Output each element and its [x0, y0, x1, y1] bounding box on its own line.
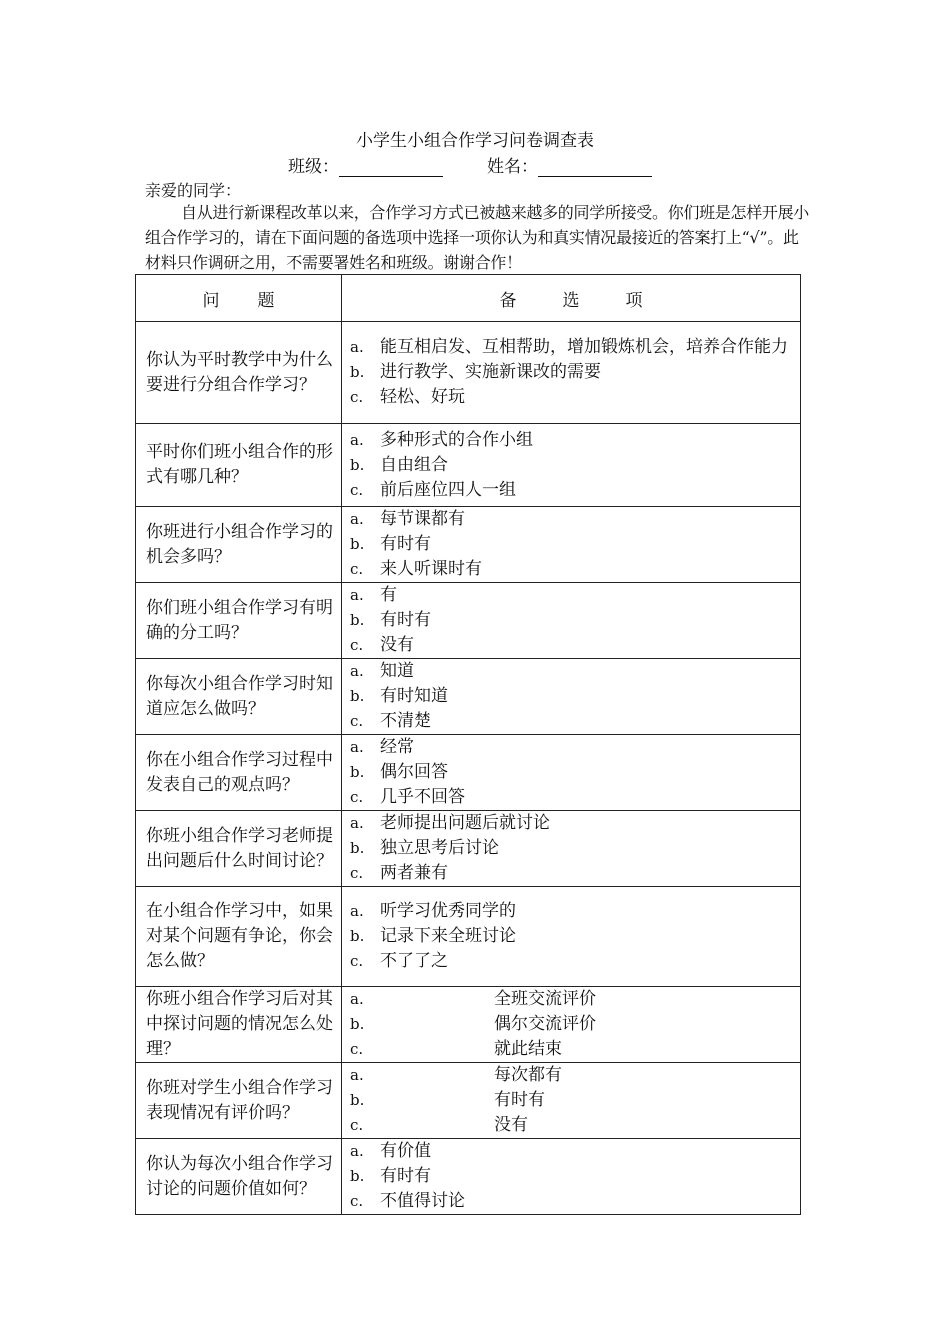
options-cell [342, 811, 801, 887]
question-cell: 你在小组合作学习过程中发表自己的观点吗？ [136, 735, 342, 811]
option-text: 就此结束 [494, 1039, 562, 1059]
option-text: 没有 [380, 635, 414, 655]
option-text: 知道 [380, 661, 414, 681]
answer-option[interactable] [350, 1139, 800, 1164]
answer-option[interactable] [350, 899, 800, 924]
option-letter: b. [350, 1091, 365, 1109]
question-cell: 你班小组合作学习后对其中探讨问题的情况怎么处理？ [136, 987, 342, 1063]
option-text: 前后座位四人一组 [380, 479, 516, 500]
answer-option[interactable] [350, 428, 800, 453]
option-letter: c. [350, 1192, 364, 1210]
option-text: 能互相启发、互相帮助，增加锻炼机会，培养合作能力 [380, 337, 788, 357]
option-letter: a. [350, 1066, 364, 1084]
question-cell: 你班对学生小组合作学习表现情况有评价吗？ [136, 1063, 342, 1139]
table-row [136, 322, 801, 424]
option-text: 偶尔回答 [380, 762, 448, 782]
option-text: 多种形式的合作小组 [380, 429, 533, 450]
table-row [136, 424, 801, 507]
answer-option[interactable] [350, 785, 800, 810]
question-cell: 在小组合作学习中，如果对某个问题有争论，你会怎么做？ [136, 887, 342, 987]
table-row [136, 735, 801, 811]
answer-option[interactable] [350, 735, 800, 760]
answer-option[interactable] [350, 557, 800, 582]
option-letter: c. [350, 388, 364, 406]
option-text: 经常 [380, 737, 414, 757]
options-cell [342, 507, 801, 583]
answer-option[interactable] [350, 1164, 800, 1189]
table-row [136, 659, 801, 735]
answer-option[interactable] [350, 760, 800, 785]
answer-option[interactable] [350, 811, 800, 836]
option-text: 不了了之 [380, 951, 448, 971]
option-letter: b. [350, 763, 365, 781]
name-blank-field[interactable] [538, 159, 652, 177]
answer-option[interactable] [350, 335, 800, 360]
option-text: 记录下来全班讨论 [380, 926, 516, 946]
option-letter: b. [350, 687, 365, 705]
option-text: 有 [380, 585, 397, 605]
table-row [136, 987, 801, 1063]
options-cell [342, 322, 801, 424]
answer-option[interactable] [350, 507, 800, 532]
options-cell [342, 987, 801, 1063]
option-letter: a. [350, 902, 364, 920]
option-letter: b. [350, 363, 365, 381]
option-letter: a. [350, 430, 364, 449]
answer-option[interactable] [350, 949, 800, 974]
question-cell: 你们班小组合作学习有明确的分工吗？ [136, 583, 342, 659]
option-letter: a. [350, 510, 364, 528]
table-row [136, 1139, 801, 1215]
answer-option[interactable] [350, 1063, 800, 1088]
option-text: 进行教学、实施新课改的需要 [380, 362, 601, 382]
question-cell: 你班进行小组合作学习的机会多吗？ [136, 507, 342, 583]
class-label: 班级： [288, 157, 339, 177]
answer-option[interactable] [350, 1189, 800, 1214]
option-letter: a. [350, 814, 364, 832]
option-text: 不值得讨论 [380, 1191, 465, 1211]
document-title: 小学生小组合作学习问卷调查表 [356, 131, 594, 151]
header-options: 备选项 [342, 275, 801, 322]
option-text: 全班交流评价 [494, 989, 596, 1009]
answer-option[interactable] [350, 924, 800, 949]
option-text: 有时有 [494, 1090, 545, 1110]
option-letter: a. [350, 738, 364, 756]
options-cell [342, 583, 801, 659]
answer-option[interactable] [350, 453, 800, 478]
table-row [136, 887, 801, 987]
option-letter: b. [350, 1167, 365, 1185]
answer-option[interactable] [350, 861, 800, 886]
answer-option[interactable] [350, 1012, 800, 1037]
header-question: 问题 [136, 275, 342, 322]
answer-option[interactable] [350, 385, 800, 410]
option-text: 有价值 [380, 1141, 431, 1161]
answer-option[interactable] [350, 987, 800, 1012]
option-text: 两者兼有 [380, 863, 448, 883]
table-row [136, 507, 801, 583]
class-blank-field[interactable] [339, 159, 443, 177]
option-letter: c. [350, 480, 364, 499]
table-row [136, 583, 801, 659]
answer-option[interactable] [350, 684, 800, 709]
answer-option[interactable] [350, 659, 800, 684]
option-letter: b. [350, 927, 365, 945]
option-text: 听学习优秀同学的 [380, 901, 516, 921]
option-letter: b. [350, 839, 365, 857]
option-letter: c. [350, 560, 364, 578]
option-letter: c. [350, 1040, 364, 1058]
answer-option[interactable] [350, 1088, 800, 1113]
option-text: 有时知道 [380, 686, 448, 706]
option-letter: c. [350, 636, 364, 654]
options-cell [342, 424, 801, 507]
option-text: 有时有 [380, 610, 431, 630]
option-text: 独立思考后讨论 [380, 838, 499, 858]
options-cell [342, 1063, 801, 1139]
option-text: 老师提出问题后就讨论 [380, 813, 550, 833]
options-cell [342, 659, 801, 735]
option-letter: c. [350, 952, 364, 970]
answer-option[interactable] [350, 709, 800, 734]
option-letter: b. [350, 1015, 365, 1033]
options-cell [342, 735, 801, 811]
question-cell: 你每次小组合作学习时知道应怎么做吗？ [136, 659, 342, 735]
option-text: 几乎不回答 [380, 787, 465, 807]
answer-option[interactable] [350, 532, 800, 557]
question-cell: 你认为每次小组合作学习讨论的问题价值如何？ [136, 1139, 342, 1215]
options-cell [342, 887, 801, 987]
name-label: 姓名： [487, 157, 538, 177]
table-header-row [136, 275, 801, 322]
option-letter: a. [350, 338, 364, 356]
option-letter: c. [350, 1116, 364, 1134]
greeting: 亲爱的同学： [145, 181, 242, 200]
question-cell: 平时你们班小组合作的形式有哪几种？ [136, 424, 342, 507]
table-row [136, 811, 801, 887]
question-cell: 你班小组合作学习老师提出问题后什么时间讨论？ [136, 811, 342, 887]
option-text: 没有 [494, 1115, 528, 1135]
option-text: 每次都有 [494, 1065, 562, 1085]
question-cell: 你认为平时教学中为什么要进行分组合作学习？ [136, 322, 342, 424]
option-letter: b. [350, 611, 365, 629]
option-letter: a. [350, 586, 364, 604]
intro-paragraph: 自从进行新课程改革以来，合作学习方式已被越来越多的同学所接受。你们班是怎样开展小组合作学习的，请在下面问题的备选项中选择一项你认为和真实情况最接近的答案打上“√”。此材料只作调研之用，不需要署姓名和班级。谢谢合作！ [145, 203, 810, 272]
answer-option[interactable] [350, 633, 800, 658]
answer-option[interactable] [350, 360, 800, 385]
option-letter: c. [350, 788, 364, 806]
survey-table [135, 274, 801, 1215]
option-letter: a. [350, 1142, 364, 1160]
option-text: 自由组合 [380, 454, 448, 475]
option-text: 来人听课时有 [380, 559, 482, 579]
answer-option[interactable] [350, 836, 800, 861]
option-letter: c. [350, 864, 364, 882]
table-row [136, 1063, 801, 1139]
option-text: 不清楚 [380, 711, 431, 731]
option-letter: b. [350, 535, 365, 553]
option-text: 每节课都有 [380, 509, 465, 529]
option-text: 偶尔交流评价 [494, 1014, 596, 1034]
option-letter: a. [350, 662, 364, 680]
option-letter: a. [350, 990, 364, 1008]
option-letter: b. [350, 455, 365, 474]
options-cell [342, 1139, 801, 1215]
answer-option[interactable] [350, 1037, 800, 1062]
answer-option[interactable] [350, 608, 800, 633]
respondent-info [288, 152, 652, 177]
answer-option[interactable] [350, 1113, 800, 1138]
option-letter: c. [350, 712, 364, 730]
answer-option[interactable] [350, 478, 800, 503]
option-text: 轻松、好玩 [380, 387, 465, 407]
option-text: 有时有 [380, 534, 431, 554]
option-text: 有时有 [380, 1166, 431, 1186]
answer-option[interactable] [350, 583, 800, 608]
